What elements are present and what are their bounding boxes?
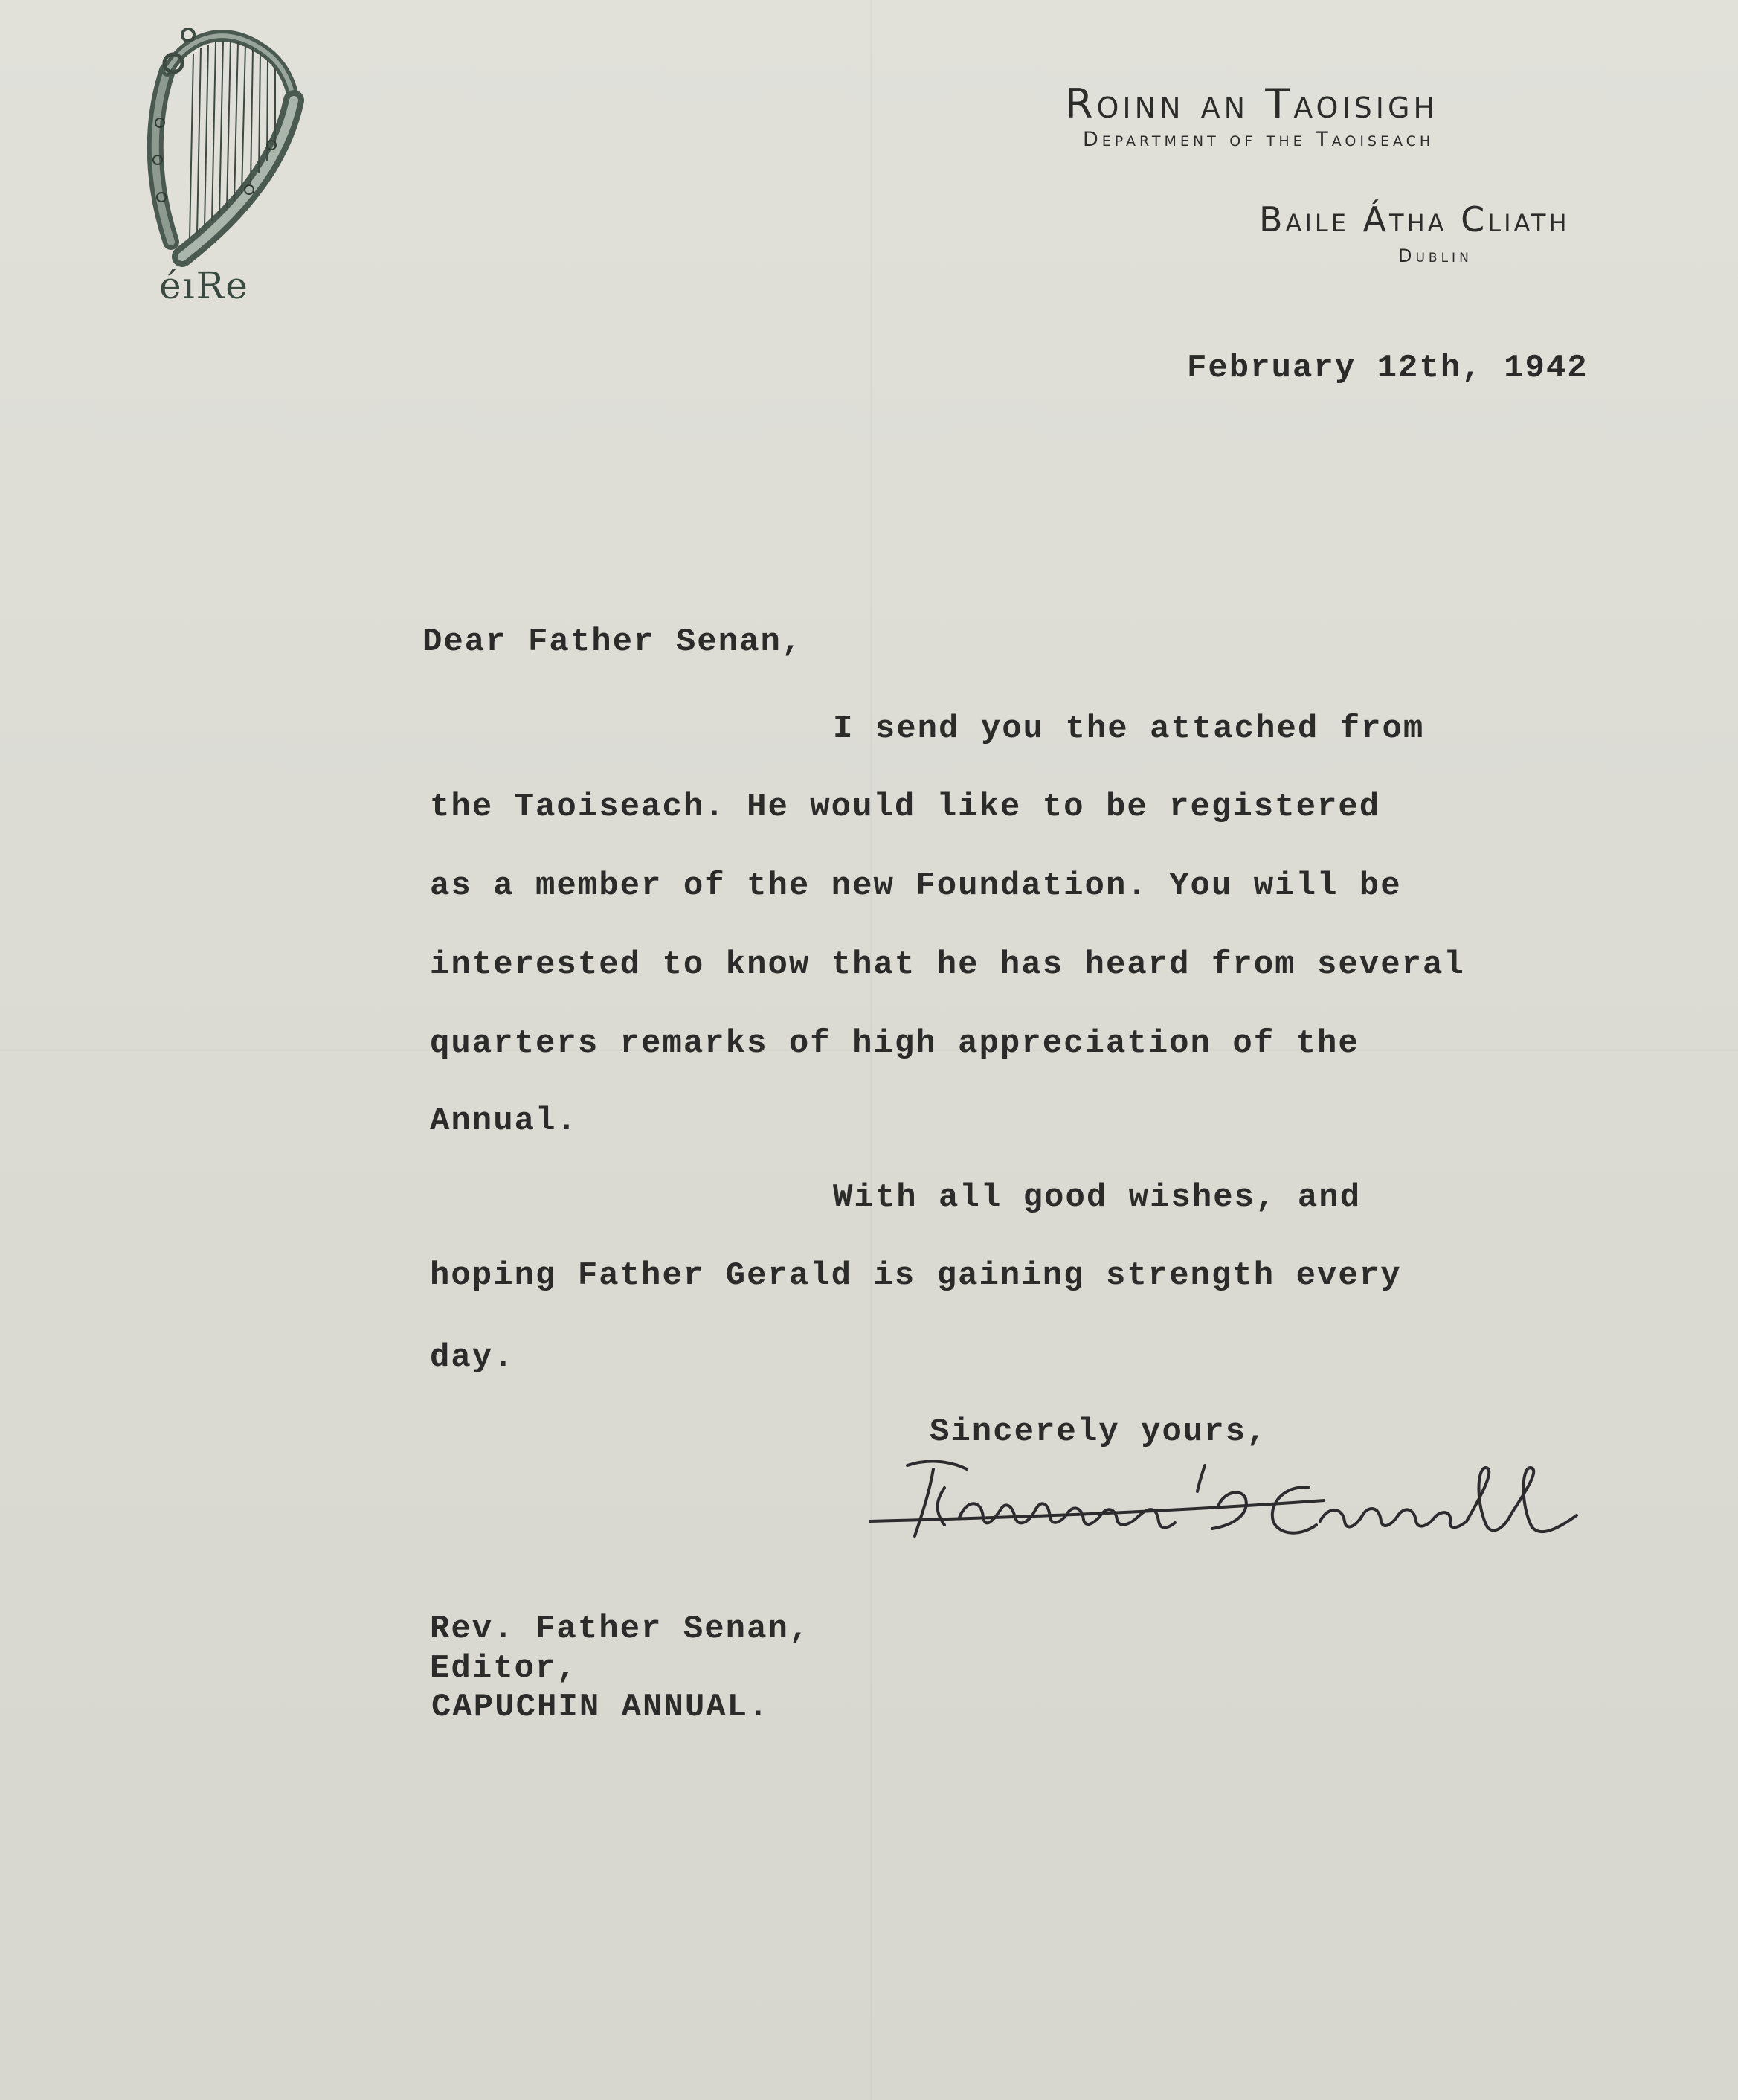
- emblem-caption: éıRe: [159, 264, 249, 307]
- body-line: day.: [430, 1339, 515, 1376]
- harp-emblem-icon: [138, 19, 309, 272]
- department-name-irish: Roinn an Taoisigh: [1065, 80, 1439, 127]
- recipient-publication: CAPUCHIN ANNUAL.: [431, 1689, 770, 1726]
- handwritten-signature-icon: [863, 1447, 1606, 1558]
- recipient-title: Editor,: [430, 1650, 578, 1687]
- city-name-irish: Baile Átha Cliath: [1259, 199, 1570, 240]
- body-line: I send you the attached from: [833, 710, 1425, 748]
- city-name-english: Dublin: [1398, 245, 1473, 266]
- salutation: Dear Father Senan,: [422, 623, 803, 661]
- body-line: Annual.: [430, 1102, 578, 1140]
- body-line: the Taoiseach. He would like to be registered: [430, 789, 1381, 826]
- body-line: hoping Father Gerald is gaining strength every: [430, 1257, 1402, 1294]
- recipient-name: Rev. Father Senan,: [430, 1611, 811, 1648]
- body-line: quarters remarks of high appreciation of the: [430, 1025, 1359, 1062]
- closing: Sincerely yours,: [930, 1413, 1268, 1451]
- letter-date: February 12th, 1942: [1187, 350, 1589, 387]
- body-line: With all good wishes, and: [833, 1179, 1362, 1216]
- body-line: as a member of the new Foundation. You will be: [430, 867, 1402, 905]
- body-line: interested to know that he has heard from several: [430, 946, 1465, 983]
- department-name-english: Department of the Taoiseach: [1083, 128, 1435, 151]
